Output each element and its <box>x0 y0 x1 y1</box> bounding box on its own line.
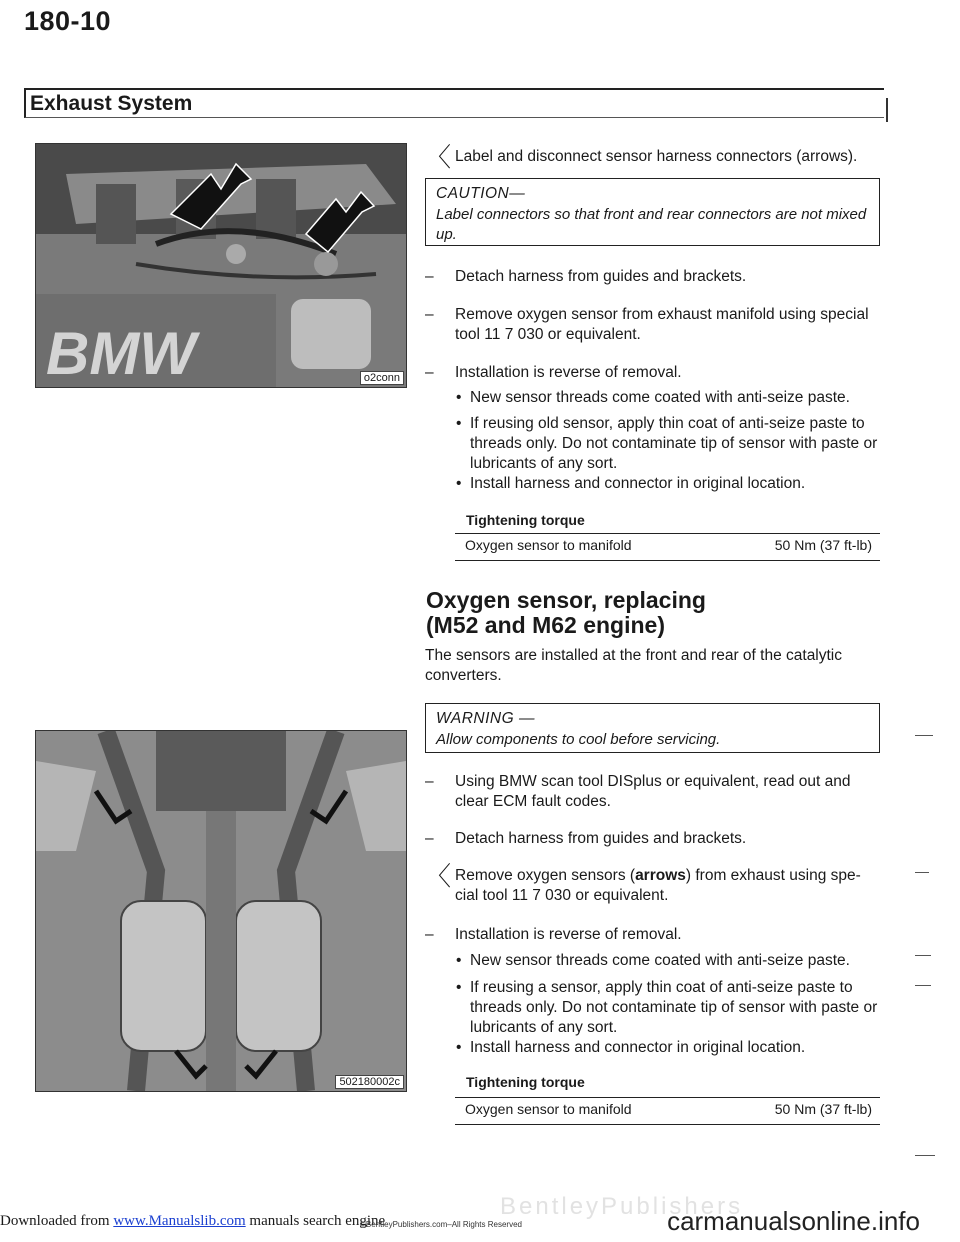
torque-value: 50 Nm (37 ft-lb) <box>774 1101 872 1117</box>
warning-title: WARNING — <box>436 710 535 727</box>
caution-title: CAUTION— <box>436 185 526 202</box>
underbody-photo <box>35 730 407 1092</box>
engine-photo <box>35 143 407 388</box>
copyright: ©BentleyPublishers.com–All Rights Reserved <box>360 1220 522 1229</box>
torque-title: Tightening torque <box>466 512 585 528</box>
svg-text:BMW: BMW <box>46 320 196 387</box>
torque-value: 50 Nm (37 ft-lb) <box>774 537 872 553</box>
pointer-left-icon: 〈 <box>425 142 452 172</box>
warning-box <box>425 703 880 753</box>
page-number: 180-10 <box>24 6 112 36</box>
photo-label: o2conn <box>360 371 404 385</box>
caution-box <box>425 178 880 246</box>
torque-item: Oxygen sensor to manifold <box>465 1101 632 1117</box>
torque-item: Oxygen sensor to manifold <box>465 537 632 553</box>
footer-site: carmanualsonline.info <box>667 1206 920 1236</box>
photo-label: 502180002c <box>335 1075 404 1089</box>
section-intro: The sensors are installed at the front and rear of the catalytic converters. <box>425 647 843 684</box>
pointer-left-icon: 〈 <box>425 861 452 891</box>
manualslib-link[interactable]: www.Manualslib.com <box>113 1213 246 1229</box>
torque-row <box>455 533 880 561</box>
warning-body: Allow components to cool before servicing. <box>436 731 721 748</box>
footer: Downloaded from www.Manualslib.com manuals search engine <box>0 1213 386 1229</box>
section-heading: Oxygen sensor, replacing (M52 and M62 engine) <box>426 587 706 638</box>
caution-body: Label connectors so that front and rear connectors are not mixed up. <box>436 206 867 243</box>
torque-row <box>455 1097 880 1125</box>
section-title: Exhaust System <box>30 92 193 115</box>
torque-title: Tightening torque <box>466 1074 585 1090</box>
watermark: BentleyPublishers <box>500 1193 744 1220</box>
